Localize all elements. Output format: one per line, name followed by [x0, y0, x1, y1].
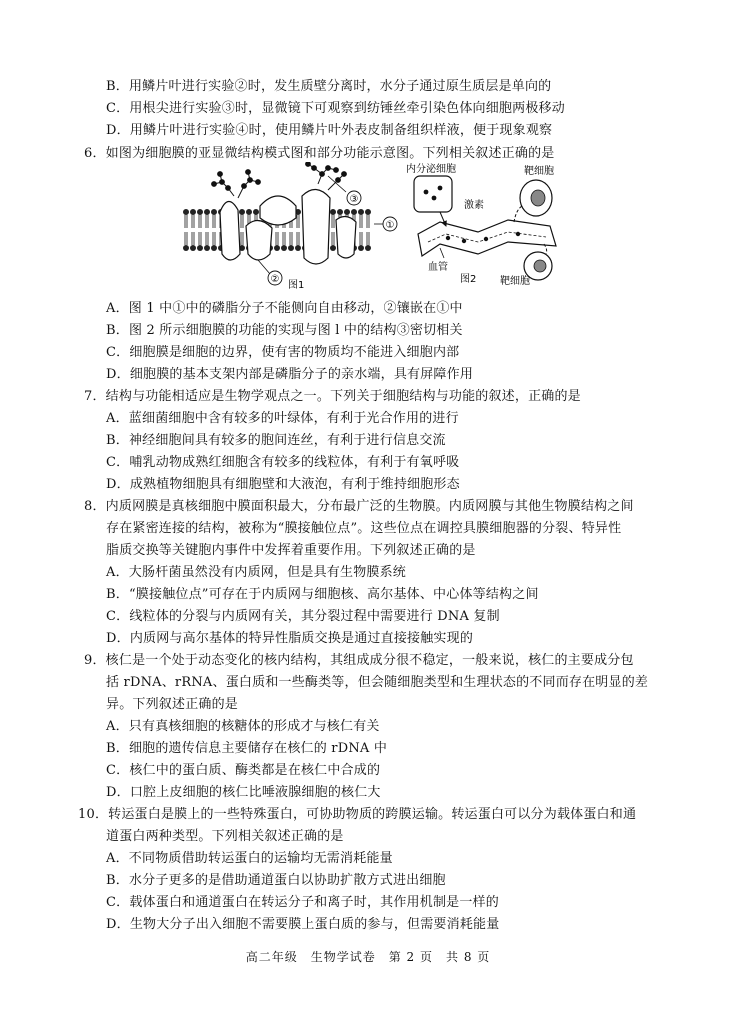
secretory-cell-label: 内分泌细胞	[406, 164, 456, 175]
membrane-figure	[178, 162, 578, 290]
answer-option-line: A．蓝细菌细胞中含有较多的叶绿体，有利于光合作用的进行	[106, 411, 459, 426]
answer-option-line: B．水分子更多的是借助通道蛋白以协助扩散方式进出细胞	[106, 873, 446, 888]
answer-option-line: C．哺乳动物成熟红细胞含有较多的线粒体，有利于有氧呼吸	[106, 455, 460, 470]
hormone-label: 激素	[464, 200, 484, 211]
question-continuation-line: 异。下列叙述正确的是	[106, 697, 239, 712]
question-stem-line: 6．如图为细胞膜的亚显微结构模式图和部分功能示意图。下列相关叙述正确的是	[84, 146, 555, 161]
figure-1-bilayer	[183, 162, 397, 290]
answer-option-line: D．成熟植物细胞具有细胞壁和大液泡，有利于维持细胞形态	[106, 477, 460, 492]
answer-option-line: D．内质网与高尔基体的特异性脂质交换是通过直接接触实现的	[106, 631, 474, 646]
answer-option-line: C．细胞膜是细胞的边界，使有害的物质均不能进入细胞内部	[106, 345, 460, 360]
target-cell-bottom-label: 靶细胞	[500, 276, 530, 287]
blood-vessel-label: 血管	[428, 262, 448, 273]
answer-option-line: C．线粒体的分裂与内质网有关，其分裂过程中需要进行 DNA 复制	[106, 609, 500, 624]
answer-option-line: D．用鳞片叶进行实验④时，使用鳞片叶外表皮制备组织样液，便于现象观察	[106, 123, 553, 138]
answer-option-line: A．图 1 中①中的磷脂分子不能侧向自由移动，②镶嵌在①中	[106, 301, 463, 316]
answer-option-line: A．只有真核细胞的核糖体的形成才与核仁有关	[106, 719, 380, 734]
figure-1-label: 图1	[288, 280, 305, 290]
answer-option-line: C．核仁中的蛋白质、酶类都是在核仁中合成的	[106, 763, 381, 778]
question-stem-line: 7．结构与功能相适应是生物学观点之一。下列关于细胞结构与功能的叙述，正确的是	[84, 389, 581, 404]
answer-option-line: D．细胞膜的基本支架内部是磷脂分子的亲水端，具有屏障作用	[106, 367, 474, 382]
answer-option-line: B．用鳞片叶进行实验②时，发生质壁分离时，水分子通过原生质层是单向的	[106, 79, 552, 94]
membrane-figure-svg	[178, 162, 578, 290]
marker-2: ②	[270, 274, 280, 285]
page-footer: 高二年级 生物学试卷 第 2 页 共 8 页	[245, 950, 491, 964]
answer-option-line: B．“膜接触位点”可存在于内质网与细胞核、高尔基体、中心体等结构之间	[106, 587, 539, 602]
answer-option-line: B．细胞的遗传信息主要储存在核仁的 rDNA 中	[106, 741, 388, 756]
question-continuation-line: 道蛋白两种类型。下列相关叙述正确的是	[106, 829, 344, 844]
question-stem-line: 8．内质网膜是真核细胞中膜面积最大，分布最广泛的生物膜。内质网膜与其他生物膜结构之间	[84, 499, 634, 514]
answer-option-line: D．口腔上皮细胞的核仁比唾液腺细胞的核仁大	[106, 785, 381, 800]
target-cell-top-label: 靶细胞	[524, 166, 554, 177]
answer-option-line: B．图 2 所示细胞膜的功能的实现与图 l 中的结构③密切相关	[106, 323, 463, 338]
answer-option-line: B．神经细胞间具有较多的胞间连丝，有利于进行信息交流	[106, 433, 446, 448]
question-continuation-line: 括 rDNA、rRNA、蛋白质和一些酶类等，但会随细胞类型和生理状态的不同而存在明显的差	[106, 675, 649, 690]
figure-2-label: 图2	[460, 274, 477, 285]
question-stem-line: 10．转运蛋白是膜上的一些特殊蛋白，可协助物质的跨膜运输。转运蛋白可以分为载体蛋白和通	[78, 807, 637, 822]
question-continuation-line: 脂质交换等关键胞内事件中发挥着重要作用。下列叙述正确的是	[106, 543, 476, 558]
answer-option-line: C．用根尖进行实验③时，显微镜下可观察到纺锤丝牵引染色体向细胞两极移动	[106, 101, 565, 116]
answer-option-line: A．不同物质借助转运蛋白的运输均无需消耗能量	[106, 851, 393, 866]
figure-2-signaling	[406, 162, 556, 287]
question-stem-line: 9．核仁是一个处于动态变化的核内结构，其组成成分很不稳定，一般来说，核仁的主要成分包	[84, 653, 634, 668]
answer-option-line: D．生物大分子出入细胞不需要膜上蛋白质的参与，但需要消耗能量	[106, 917, 500, 932]
answer-option-line: C．载体蛋白和通道蛋白在转运分子和离子时，其作用机制是一样的	[106, 895, 499, 910]
marker-3: ③	[349, 194, 359, 205]
marker-1: ①	[385, 220, 395, 231]
question-continuation-line: 存在紧密连接的结构，被称为“膜接触位点”。这些位点在调控具膜细胞器的分裂、特异性	[106, 521, 622, 536]
answer-option-line: A．大肠杆菌虽然没有内质网，但是具有生物膜系统	[106, 565, 406, 580]
